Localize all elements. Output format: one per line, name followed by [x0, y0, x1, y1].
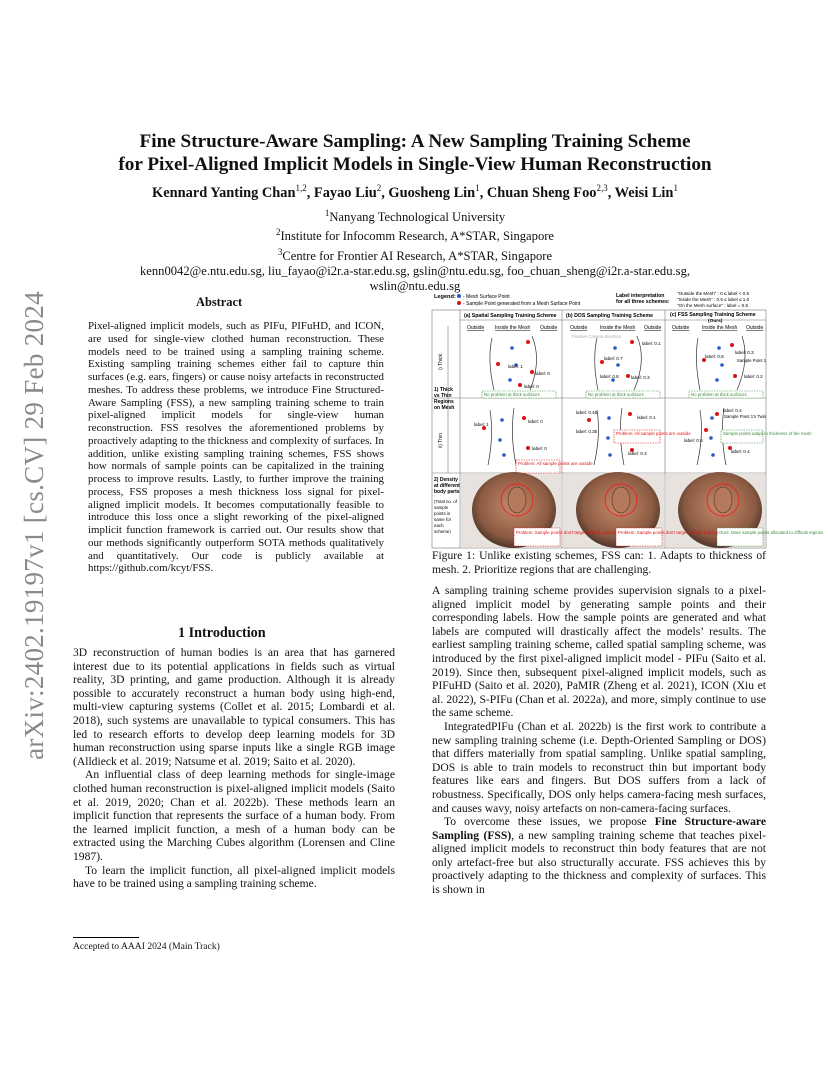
- title-line-2: for Pixel-Aligned Implicit Models in Single-View Human Reconstruction: [118, 153, 712, 175]
- svg-text:Problem: All sample points are: Problem: All sample points are outside: [518, 461, 593, 466]
- arxiv-watermark: arXiv:2402.19197v1 [cs.CV] 29 Feb 2024: [18, 290, 49, 760]
- interp-sub: for all three schemes:: [616, 299, 670, 305]
- svg-text:Sample points adapt to thickne: Sample points adapt to thickness of the mesh: [723, 431, 812, 436]
- author-name: Kennard Yanting Chan: [152, 184, 296, 201]
- row1-label-c: Regions: [434, 399, 454, 405]
- svg-text:Problem: Sample points don't t: Problem: Sample points don't target difficult regions: [618, 530, 719, 535]
- row2-note-d: same for: [434, 517, 452, 522]
- author-name: Guosheng Lin: [388, 184, 476, 201]
- row2-note-c: points is: [434, 511, 451, 516]
- row1-thin: ii) Thin: [438, 433, 444, 448]
- svg-text:label: 0.6: label: 0.6: [684, 438, 703, 443]
- author-sup: 2: [376, 183, 382, 193]
- svg-text:label: 0.8: label: 0.8: [705, 354, 724, 359]
- figure-caption: Figure 1: Unlike existing schemes, FSS can: 1. Adapts to thickness of mesh. 2. Prioritize regions that are challenging.: [432, 549, 766, 576]
- author-name: Weisi Lin: [614, 184, 674, 201]
- sample-point-1-a: Sample Point 1: [737, 358, 767, 363]
- svg-text:Inside the Mesh: Inside the Mesh: [702, 325, 738, 331]
- svg-text:label: 0: label: 0: [532, 446, 547, 451]
- row2-label-b: at different: [434, 483, 460, 489]
- svg-text:label: 0: label: 0: [524, 384, 539, 389]
- author-sup: 1: [475, 183, 480, 193]
- right-paragraph-2: IntegratedPIFu (Chan et al. 2022b) is the first work to contribute a new sampling training scheme (i.e. Depth-Oriented Sampling or DOS) that differs materially from spatial sampling. Unlike spatial sampling, DOS is able to train models to reconstruct thin but important body features like ears and fingers. But DOS suffers from a lack of robustness. Specifically, DOS only helps camera-facing mesh surfaces, and causes wavy, noisy artefacts on non-camera-facing surfaces.: [432, 719, 766, 815]
- svg-text:No problem at thick surfaces: No problem at thick surfaces: [588, 392, 644, 397]
- row2-label-c: body parts: [434, 489, 460, 495]
- author-sup: 2,3: [596, 183, 608, 193]
- svg-text:label: 0.3: label: 0.3: [735, 350, 754, 355]
- svg-text:Outside: Outside: [570, 325, 588, 331]
- intro-paragraph-2: An influential class of deep learning methods for single-image clothed human reconstruction is pixel-aligned implicit models (Saito et al. 2019, 2020; Chan et al. 2022b). These methods learn an implicit function that represents the surface of a human body. From the learned implicit function, a mesh of a human body can be extracted using the Marching Cubes algorithm (Lorensen and Cline 1987).: [73, 768, 395, 863]
- svg-text:Outside: Outside: [467, 325, 485, 331]
- abstract-heading: Abstract: [196, 295, 243, 309]
- legend-mesh-dot: [457, 294, 461, 298]
- affiliation-2: $^2$Institute for Infocomm Research, A*STAR, Singapore: [275, 227, 555, 244]
- svg-text:No problem at thick surfaces: No problem at thick surfaces: [691, 392, 747, 397]
- svg-text:label: 0.1: label: 0.1: [642, 341, 661, 346]
- figure-1-diagram: [432, 290, 824, 548]
- row2-label-a: 2) Density: [434, 477, 458, 483]
- svg-text:Problem: Sample points don't t: Problem: Sample points don't target difficult regions: [516, 530, 617, 535]
- note-texts: [484, 392, 812, 466]
- density-note-texts: [516, 530, 824, 535]
- row1-label-a: 1) Thick: [434, 387, 453, 393]
- svg-text:No problem at thick surfaces: No problem at thick surfaces: [484, 392, 540, 397]
- interp-line-3: "On the Mesh surface" : label = 0.5: [677, 303, 749, 308]
- emails-line-2: wslin@ntu.edu.sg: [369, 279, 461, 294]
- legend-mesh-text: - Mesh Surface Point: [463, 294, 510, 300]
- row2-note-b: sample: [434, 505, 449, 510]
- right-column-body: [432, 584, 766, 897]
- camera-direction: Positive Camera direction: [572, 334, 621, 339]
- svg-text:label: 0: label: 0: [528, 419, 543, 424]
- affiliations: [70, 206, 760, 295]
- legend-sample-text: - Sample Point generated from a Mesh Surface Point: [463, 301, 581, 307]
- svg-text:label: 1: label: 1: [474, 422, 489, 427]
- affiliation-1: $^1$Nanyang Technological University: [324, 208, 506, 225]
- svg-text:label: 0.8: label: 0.8: [600, 374, 619, 379]
- interp-line-1: "Outside the Mesh" : 0 ≤ label < 0.5: [677, 291, 750, 296]
- svg-text:label: 0.2: label: 0.2: [744, 374, 763, 379]
- row2-note-e: each: [434, 523, 444, 528]
- sample-point-twin: Sample Point 1's Twin: [724, 414, 767, 419]
- svg-text:Outside: Outside: [672, 325, 690, 331]
- interp-title: Label interpretation: [616, 293, 665, 299]
- intro-body: [73, 646, 395, 891]
- legend-sample-dot: [457, 301, 461, 305]
- svg-text:label: 0.1: label: 0.1: [637, 415, 656, 420]
- svg-text:label: 0.35: label: 0.35: [576, 429, 598, 434]
- footnote-rule: [73, 937, 139, 938]
- col-a-header: (a) Spatial Sampling Training Scheme: [464, 313, 557, 319]
- svg-text:label: 0.4: label: 0.4: [731, 449, 750, 454]
- svg-text:Problem: All sample points are: Problem: All sample points are outside: [616, 431, 691, 436]
- row1-label-d: on Mesh: [434, 405, 455, 411]
- svg-text:label: 0.3: label: 0.3: [631, 375, 650, 380]
- title-line-1: Fine Structure-Aware Sampling: A New Sampling Training Scheme: [139, 131, 691, 152]
- region-labels: [467, 325, 763, 331]
- interp-line-2: "Inside the Mesh" : 0.5 ≤ label ≤ 1.0: [677, 297, 750, 302]
- svg-text:Outside: Outside: [540, 325, 558, 331]
- fss-bold: Fine Structure-aware Sampling (FSS): [432, 815, 766, 842]
- svg-text:Outside: Outside: [644, 325, 662, 331]
- row2-note-f: scheme): [434, 529, 451, 534]
- col-b-header: (b) DOS Sampling Training Scheme: [566, 313, 654, 319]
- col-c-header-2: (Ours): [708, 319, 723, 324]
- svg-text:label: 0.4: label: 0.4: [723, 408, 742, 413]
- paper-title: [70, 131, 760, 176]
- right-paragraph-1: A sampling training scheme provides supervision signals to a pixel-aligned implicit model by generating sample points and their corresponding labels. How the sample points are generated and what labels are computed will drastically affect the models’ results. The earliest sampling training scheme, called spatial sampling scheme, was introduced by the first pixel-aligned implicit model - PIFu (Saito et al. 2019). Since then, subsequent pixel-aligned implicit models, such as PIFuHD (Saito et al. 2020), PaMIR (Zheng et al. 2021), ICON (Xiu et al. 2022), S-PIFu (Chan et al. 2022a), and more, simply continue to use the same scheme.: [432, 584, 766, 720]
- svg-text:label: 0.3: label: 0.3: [628, 451, 647, 456]
- legend-label: Legend:: [434, 294, 456, 300]
- author-name: Chuan Sheng Foo: [486, 184, 597, 201]
- abstract-text: Pixel-aligned implicit models, such as PIFu, PIFuHD, and ICON, are used for single-view clothed human reconstruction. These models need to be trained using a sampling training scheme. Existing sampling training schemes either fail to capture thin surfaces (e.g. ears, fingers) or cause noisy artefacts in reconstructed meshes. To address these problems, we introduce Fine Structured-Aware Sampling (FSS), a new sampling training scheme to train pixel-aligned implicit models for single-view human reconstruction. FSS resolves the aforementioned problems by proactively adapting to the thickness and complexity of surfaces. In addition, unlike existing sampling training schemes, FSS shows how normals of sample points can be capitalized in the training process to improve results. Lastly, to further improve the training process, FSS proposes a mesh thickness loss signal for pixel-aligned implicit models. It becomes computationally feasible to introduce this loss once a slight reworking of the pixel-aligned implicit function framework is carried out. Our results show that our methods significantly outperform SOTA methods qualitatively and quantitatively. Our code is publicly available at https://github.com/kcyt/FSS.: [88, 320, 384, 575]
- col-c-header: (c) FSS Sampling Training Scheme: [670, 312, 756, 318]
- figure-1: [432, 290, 824, 548]
- svg-text:label: 0: label: 0: [535, 371, 550, 376]
- intro-heading: 1 Introduction: [178, 625, 266, 641]
- emails-line-1: kenn0042@e.ntu.edu.sg, liu_fayao@i2r.a-star.edu.sg, gslin@ntu.edu.sg, foo_chuan_sheng@i2r.a-star.edu.sg,: [139, 264, 691, 279]
- author-name: Fayao Liu: [313, 184, 377, 201]
- svg-text:Outside: Outside: [746, 325, 764, 331]
- footnote: Accepted to AAAI 2024 (Main Track): [73, 941, 220, 952]
- affiliation-3: $^3$Centre for Frontier AI Research, A*STAR, Singapore: [277, 246, 553, 263]
- right-paragraph-3: To overcome these issues, we propose Fine Structure-aware Sampling (FSS), a new sampling training scheme that teaches pixel-aligned implicit models to reconstruct thin body features that are not only artefact-free but also structurally accurate. FSS achieves this by proactively adapting to the thickness and complexity of surfaces. This is shown in: [432, 815, 766, 897]
- author-sup: 1: [673, 183, 678, 193]
- author-list: Kennard Yanting Chan$^{1,2}$, Fayao Liu$^2$, Guosheng Lin$^1$, Chuan Sheng Foo$^{2,3}$, Weisi Lin$^1$: [152, 183, 678, 201]
- svg-text:label: 1: label: 1: [508, 364, 523, 369]
- svg-text:Ours: More sample points alloc: Ours: More sample points allocated to difficult regions: [719, 530, 824, 535]
- intro-paragraph-1: 3D reconstruction of human bodies is an area that has garnered interest due to its potential applications in fields such as virtual reality, 3D printing, and game production. Although it is already possible to accurately reconstruct a human body using high-end, multi-view capturing systems (Collet et al. 2015; Lombardi et al. 2018), such systems are unavailable to typical consumers. This has led to research efforts to develop deep learning models for 3D human reconstruction using sparse inputs like a single RGB image (Alldieck et al. 2019; Natsume et al. 2019; Saito et al. 2020).: [73, 646, 395, 768]
- svg-text:Inside the Mesh: Inside the Mesh: [495, 325, 531, 331]
- intro-paragraph-3: To learn the implicit function, all pixel-aligned implicit models have to be trained using a sampling training scheme.: [73, 863, 395, 891]
- row1-thick: i) Thick: [438, 353, 444, 370]
- row1-label-b: vs Thin: [434, 393, 452, 399]
- svg-text:label: 0.45: label: 0.45: [576, 410, 598, 415]
- author-sup: 1,2: [295, 183, 307, 193]
- svg-text:label: 0.7: label: 0.7: [604, 356, 623, 361]
- svg-text:Inside the Mesh: Inside the Mesh: [600, 325, 636, 331]
- row2-note-a: (Total no. of: [434, 499, 457, 504]
